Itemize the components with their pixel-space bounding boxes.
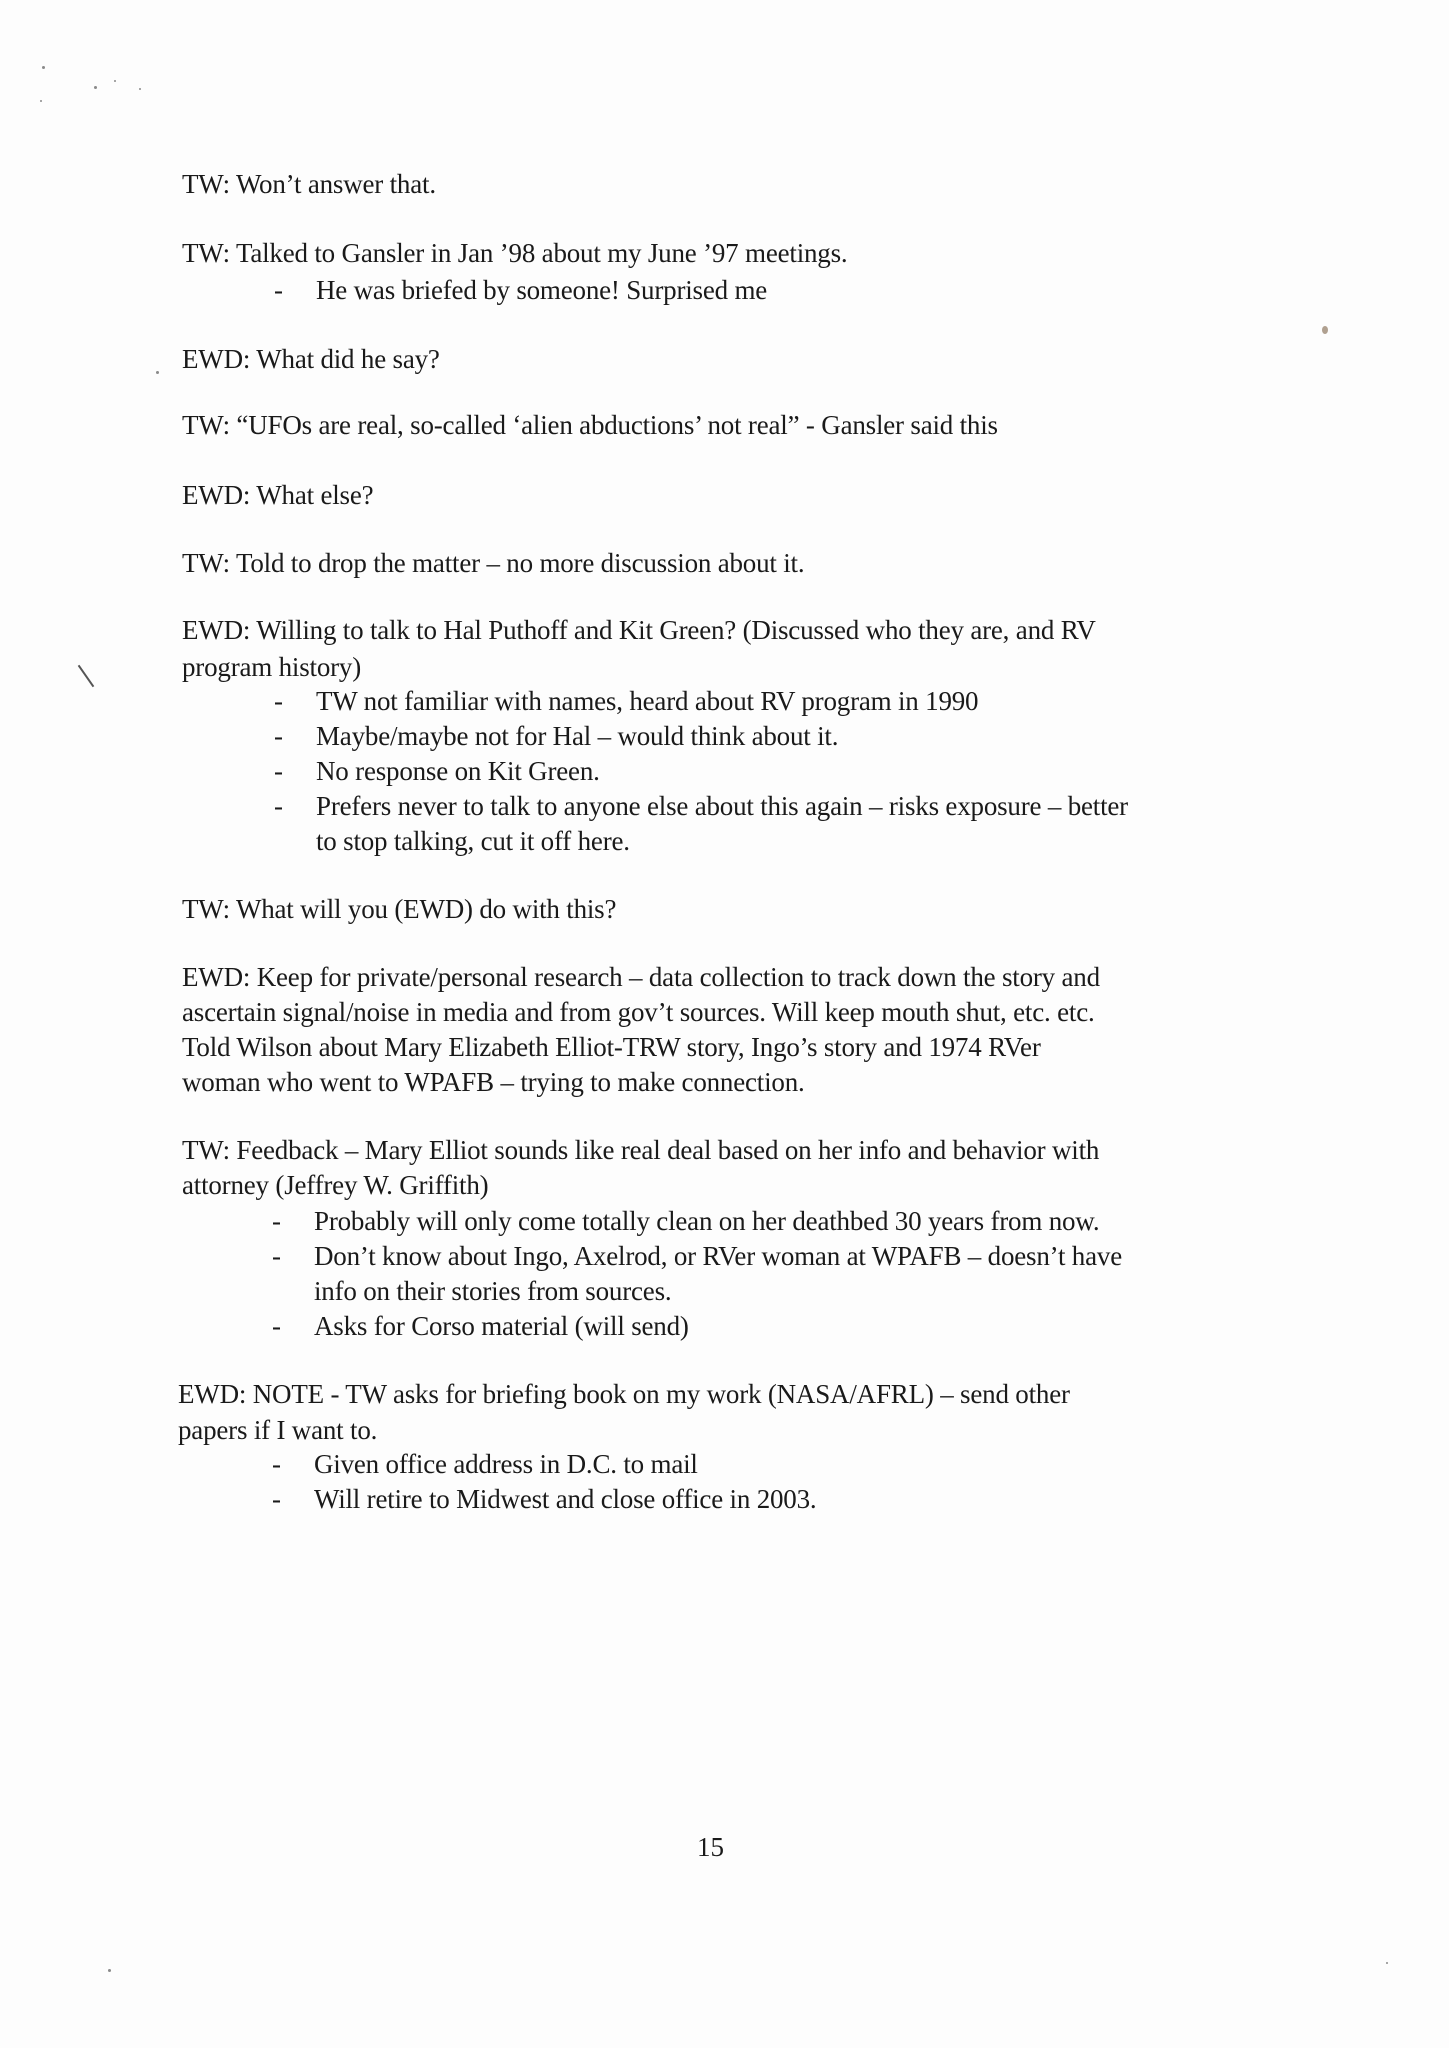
text-line: He was briefed by someone! Surprised me xyxy=(316,275,768,305)
text-line: TW: Talked to Gansler in Jan ’98 about my June ’97 meetings. xyxy=(182,238,848,268)
text-line: EWD: Willing to talk to Hal Puthoff and Kit Green? (Discussed who they are, and RV xyxy=(182,615,1096,645)
scan-mark xyxy=(78,665,95,687)
scan-speck xyxy=(1322,326,1328,334)
text-line: ascertain signal/noise in media and from gov’t sources. Will keep mouth shut, etc. etc. xyxy=(182,997,1095,1027)
text-line: EWD: Keep for private/personal research – data collection to track down the story and xyxy=(182,962,1100,992)
page-number: 15 xyxy=(697,1832,724,1862)
text-line: program history) xyxy=(182,652,362,682)
text-line: Maybe/maybe not for Hal – would think about it. xyxy=(316,721,839,751)
bullet-dash: - xyxy=(272,1484,281,1514)
bullet-dash: - xyxy=(272,1241,281,1271)
text-line: TW not familiar with names, heard about RV program in 1990 xyxy=(316,686,979,716)
scan-speck xyxy=(1386,1962,1388,1964)
scan-speck xyxy=(114,80,116,82)
bullet-dash: - xyxy=(272,1206,281,1236)
scan-speck xyxy=(139,88,141,90)
bullet-dash: - xyxy=(274,791,283,821)
bullet-dash: - xyxy=(274,756,283,786)
text-line: EWD: What else? xyxy=(182,480,374,510)
text-line: attorney (Jeffrey W. Griffith) xyxy=(182,1170,489,1200)
bullet-dash: - xyxy=(272,1311,281,1341)
bullet-dash: - xyxy=(272,1449,281,1479)
text-line: Will retire to Midwest and close office in 2003. xyxy=(314,1484,817,1514)
scan-speck xyxy=(42,66,45,69)
text-line: EWD: NOTE - TW asks for briefing book on my work (NASA/AFRL) – send other xyxy=(178,1379,1070,1409)
bullet-dash: - xyxy=(274,721,283,751)
text-line: TW: “UFOs are real, so-called ‘alien abductions’ not real” - Gansler said this xyxy=(182,410,998,440)
text-line: TW: What will you (EWD) do with this? xyxy=(182,894,617,924)
text-line: Don’t know about Ingo, Axelrod, or RVer woman at WPAFB – doesn’t have xyxy=(314,1241,1122,1271)
scan-speck xyxy=(108,1969,111,1972)
text-line: TW: Feedback – Mary Elliot sounds like real deal based on her info and behavior with xyxy=(182,1135,1100,1165)
text-line: Prefers never to talk to anyone else about this again – risks exposure – better xyxy=(316,791,1128,821)
text-line: No response on Kit Green. xyxy=(316,756,600,786)
text-line: papers if I want to. xyxy=(178,1415,378,1445)
text-line: Probably will only come totally clean on her deathbed 30 years from now. xyxy=(314,1206,1100,1236)
text-line: TW: Won’t answer that. xyxy=(182,169,436,199)
scan-speck xyxy=(94,86,97,89)
bullet-dash: - xyxy=(274,275,283,305)
text-line: EWD: What did he say? xyxy=(182,344,440,374)
text-line: woman who went to WPAFB – trying to make connection. xyxy=(182,1067,805,1097)
text-line: to stop talking, cut it off here. xyxy=(316,826,630,856)
bullet-dash: - xyxy=(274,686,283,716)
text-line: TW: Told to drop the matter – no more discussion about it. xyxy=(182,548,805,578)
scan-speck xyxy=(156,371,159,374)
text-line: Told Wilson about Mary Elizabeth Elliot-TRW story, Ingo’s story and 1974 RVer xyxy=(182,1032,1041,1062)
text-line: Asks for Corso material (will send) xyxy=(314,1311,689,1341)
scan-speck xyxy=(40,100,42,102)
text-line: info on their stories from sources. xyxy=(314,1276,672,1306)
text-line: Given office address in D.C. to mail xyxy=(314,1449,698,1479)
